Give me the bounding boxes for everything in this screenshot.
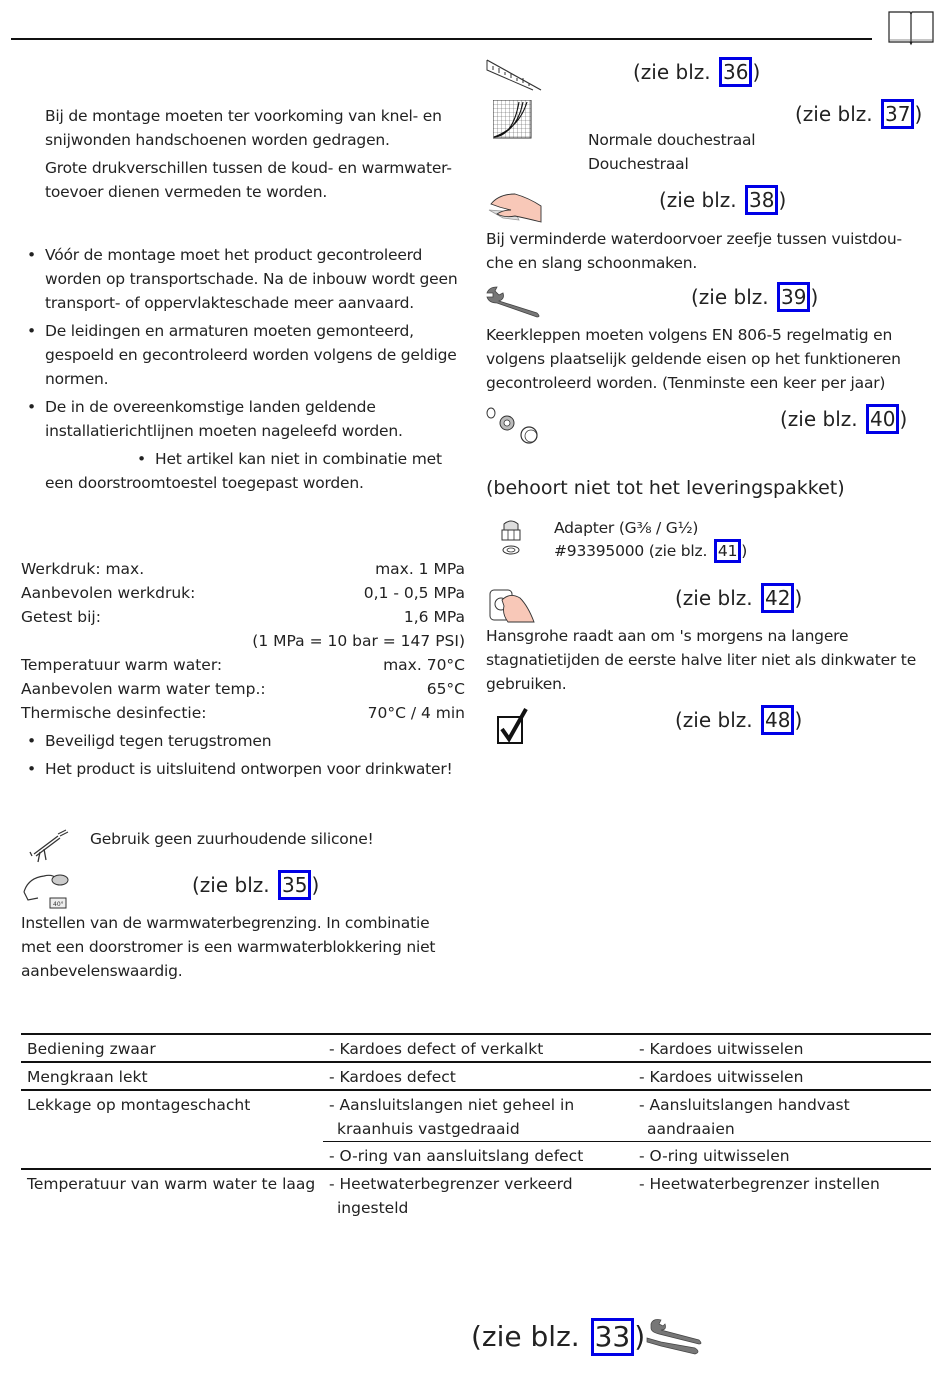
page-link-48[interactable]: 48 [761, 705, 794, 735]
spec-row [21, 677, 465, 701]
notes-list [21, 243, 466, 495]
spec-value: max. 1 MPa [375, 560, 465, 578]
spec-row [21, 629, 465, 653]
remedy-cell: - Kardoes uitwisselen [639, 1068, 804, 1086]
ruler-icon [485, 58, 543, 94]
reference-p38: (zie blz. 38 ) [659, 185, 786, 215]
cause-cell: - Kardoes defect of verkalkt [329, 1040, 544, 1058]
problem-cell: Temperatuur van warm water te laag [27, 1175, 316, 1193]
cause-cell: - Aansluitslangen niet geheel in kraanhuis vastgedraaid [329, 1096, 575, 1138]
problem-cell: Bediening zwaar [27, 1040, 156, 1058]
problem-cell: Mengkraan lekt [27, 1068, 148, 1086]
spec-row [21, 557, 465, 581]
temperature-setting-icon [22, 870, 70, 910]
spec-value: 65°C [426, 680, 465, 698]
page-link-36[interactable]: 36 [719, 57, 752, 87]
page-link-41[interactable]: 41 [714, 539, 741, 563]
hand-cleaning-icon [485, 188, 543, 224]
spec-row [21, 701, 465, 725]
reference-p40: (zie blz. 40 ) [780, 404, 907, 434]
adapter-icon [498, 518, 524, 558]
page-link-42[interactable]: 42 [761, 583, 794, 613]
flow-chart-icon [493, 100, 533, 140]
spec-row [21, 581, 465, 605]
spec-value: 70°C / 4 min [367, 704, 465, 722]
reference-p33: (zie blz. 33 ) [471, 1318, 645, 1356]
silicone-warning: Gebruik geen zuurhoudende silicone! [90, 830, 374, 848]
reference-p35: (zie blz. 35 ) [192, 870, 319, 900]
cause-cell: - O-ring van aansluitslang defect [323, 1142, 633, 1170]
spec-value: max. 70°C [383, 656, 465, 674]
remedy-cell: - Heetwaterbegrenzer instellen [639, 1175, 880, 1193]
spec-row [21, 605, 465, 629]
note-item: • Vóór de montage moet het product gecontroleerd worden op transportschade. Na de inbouw wordt geen transport- of oppervlakteschade meer aanvaard. [21, 243, 466, 315]
spec-label: Aanbevolen werkdruk: [21, 584, 196, 602]
troubleshooting-table [21, 1033, 931, 1220]
warmwater-text: Instellen van de warmwaterbegrenzing. In combinatie met een doorstromer is een warmwaterblokkering niet aanbevelenswaardig. [21, 914, 436, 980]
reference-p36: (zie blz. 36 ) [633, 57, 760, 87]
book-icon [888, 10, 934, 46]
reference-p42: (zie blz. 42 ) [675, 583, 802, 613]
maintenance-text: Keerkleppen moeten volgens EN 806-5 regelmatig en volgens plaatselijk geldende eisen op het funktioneren gecontroleerd worden. (Tenminste een keer per jaar) [486, 326, 901, 392]
spec-bullet: • Beveiligd tegen terugstromen [21, 729, 471, 753]
spec-label: Temperatuur warm water: [21, 656, 223, 674]
reference-p39: (zie blz. 39 ) [691, 282, 818, 312]
accessory-number: #93395000 (zie blz. 41 ) [554, 539, 747, 563]
spec-label: Aanbevolen warm water temp.: [21, 680, 266, 698]
safety-gloves-text: Bij de montage moeten ter voorkoming van knel- en snijwonden handschoenen worden gedragen. [45, 107, 442, 149]
problem-cell: Lekkage op montageschacht [27, 1096, 251, 1114]
header-rule [11, 38, 872, 40]
note-item: • De in de overeenkomstige landen geldende installatierichtlijnen moeten nageleefd worden. [21, 395, 466, 443]
spec-value: (1 MPa = 10 bar = 147 PSI) [252, 632, 465, 650]
table-row [21, 1090, 931, 1142]
safety-pressure-text: Grote drukverschillen tussen de koud- en warmwater-toevoer dienen vermeden te worden. [45, 159, 452, 201]
svg-text:40°: 40° [53, 901, 64, 908]
spec-label: Thermische desinfectie: [21, 704, 207, 722]
page-link-40[interactable]: 40 [866, 404, 899, 434]
cause-cell: - Heetwaterbegrenzer verkeerd ingesteld [329, 1175, 573, 1217]
silicone-gun-icon [28, 828, 70, 864]
note-item: • Het artikel kan niet in combinatie met een doorstroomtoestel toegepast worden. [21, 447, 466, 495]
remedy-cell: - O-ring uitwisselen [633, 1142, 931, 1170]
check-valve-parts-icon [485, 405, 543, 445]
wrench-icon [485, 285, 541, 319]
table-row [21, 1169, 931, 1220]
remedy-cell: - Kardoes uitwisselen [639, 1040, 804, 1058]
specs-table [21, 557, 465, 725]
reference-p48: (zie blz. 48 ) [675, 705, 802, 735]
table-row [21, 1034, 931, 1062]
accessory-heading: (behoort niet tot het leveringspakket) [486, 477, 845, 499]
page-link-38[interactable]: 38 [745, 185, 778, 215]
spec-value: 1,6 MPa [403, 608, 465, 626]
flow-label-normal: Normale douchestraal [588, 131, 756, 149]
accessory-name: Adapter (G⅜ / G½) [554, 519, 699, 537]
table-row [21, 1062, 931, 1090]
spec-row [21, 653, 465, 677]
flow-label-shower: Douchestraal [588, 155, 689, 173]
cleaning-text: Bij verminderde waterdoorvoer zeefje tussen vuistdou-che en slang schoonmaken. [486, 230, 902, 272]
page-link-39[interactable]: 39 [777, 282, 810, 312]
stagnation-text: Hansgrohe raadt aan om 's morgens na langere stagnatietijden de eerste halve liter niet als dinkwater te gebruiken. [486, 627, 917, 693]
page-link-35[interactable]: 35 [278, 870, 311, 900]
checkbox-check-icon [496, 707, 530, 745]
spec-label: Werkdruk: max. [21, 560, 145, 578]
hand-tap-icon [488, 586, 536, 624]
spec-value: 0,1 - 0,5 MPa [363, 584, 465, 602]
page-link-37[interactable]: 37 [881, 99, 914, 129]
remedy-cell: - Aansluitslangen handvast aandraaien [639, 1096, 850, 1138]
spec-bullets [21, 729, 471, 781]
spec-label: Getest bij: [21, 608, 101, 626]
spec-bullet: • Het product is uitsluitend ontworpen voor drinkwater! [21, 757, 471, 781]
reference-p37: (zie blz. 37 ) [795, 99, 922, 129]
tools-icon [645, 1318, 703, 1356]
page-link-33[interactable]: 33 [591, 1318, 635, 1356]
note-item: • De leidingen en armaturen moeten gemonteerd, gespoeld en gecontroleerd worden volgens de geldige normen. [21, 319, 466, 391]
cause-cell: - Kardoes defect [329, 1068, 456, 1086]
